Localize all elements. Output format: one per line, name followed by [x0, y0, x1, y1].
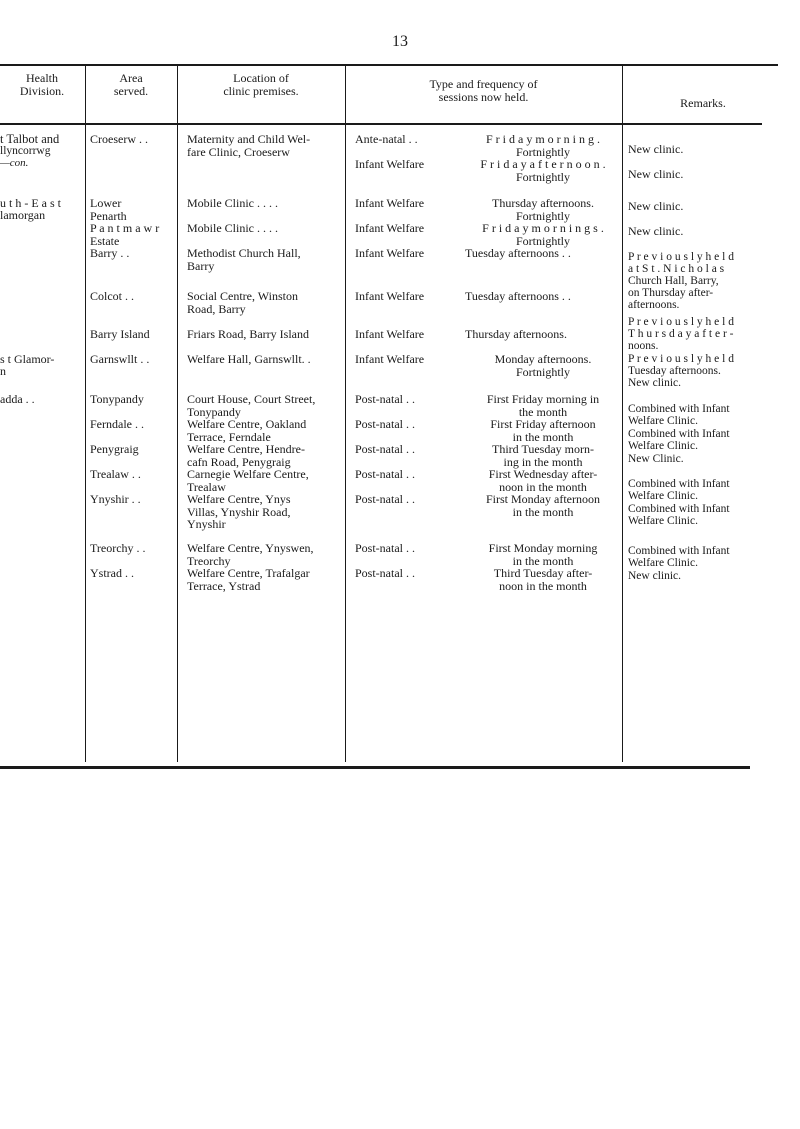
remark: New clinic.	[628, 142, 684, 156]
area-trealaw: Trealaw . .	[90, 467, 141, 481]
session-frequency: Tuesday afternoons . .	[465, 246, 571, 260]
header-divider-rule	[0, 123, 762, 125]
remark: New clinic.	[628, 199, 684, 213]
session-type: Infant Welfare	[355, 157, 425, 171]
area-ystrad: Ystrad . .	[90, 566, 134, 580]
session-frequency: F r i d a y m o r n i n g . Fortnightly	[486, 132, 600, 159]
area-garnswllt: Garnswllt . .	[90, 352, 150, 366]
location-penygraig: Welfare Centre, Hendre- cafn Road, Penygraig	[187, 442, 305, 469]
header-health-division: Health Division.	[19, 71, 65, 98]
session-frequency: Tuesday afternoons . .	[465, 289, 571, 303]
table-bottom-rule	[0, 766, 750, 769]
area-tonypandy: Tonypandy	[90, 392, 144, 406]
session-type: Infant Welfare	[355, 327, 425, 341]
header-remarks: Remarks.	[680, 96, 726, 110]
session-type: Post-natal . .	[355, 417, 415, 431]
location-tonypandy: Court House, Court Street, Tonypandy	[187, 392, 316, 419]
division-label: u t h - E a s t	[0, 196, 61, 210]
area-ynyshir: Ynyshir . .	[90, 492, 141, 506]
division-label: n	[0, 364, 6, 378]
location-ynyshir: Welfare Centre, Ynys Villas, Ynyshir Road, Ynyshir	[187, 492, 291, 531]
session-frequency: Third Tuesday after- noon in the month	[493, 566, 593, 593]
remark: New clinic.	[628, 167, 684, 181]
area-colcot: Colcot . .	[90, 289, 134, 303]
session-frequency: Thursday afternoons. Fortnightly	[492, 196, 594, 223]
remark: Combined with Infant Welfare Clinic.	[628, 478, 730, 502]
division-label: adda . .	[0, 392, 35, 406]
session-type: Infant Welfare	[355, 246, 425, 260]
session-frequency: Thursday afternoons.	[465, 327, 567, 341]
remark: New clinic.	[628, 224, 684, 238]
division-label: llyncorrwg	[0, 145, 51, 157]
division-label: lamorgan	[0, 208, 46, 222]
remark: Combined with Infant Welfare Clinic.	[628, 428, 730, 452]
location-treorchy: Welfare Centre, Ynyswen, Treorchy	[187, 541, 314, 568]
division-label: t Talbot and	[0, 132, 60, 146]
location-garnswllt: Welfare Hall, Garnswllt. .	[187, 352, 311, 366]
session-frequency: First Monday afternoon in the month	[486, 492, 600, 519]
session-frequency: Third Tuesday morn- ing in the month	[492, 442, 594, 469]
session-type: Infant Welfare	[355, 221, 425, 235]
area-barry-island: Barry Island	[90, 327, 150, 341]
session-frequency: F r i d a y m o r n i n g s . Fortnightly	[482, 221, 604, 248]
session-type: Ante-natal . .	[355, 132, 418, 146]
session-type: Post-natal . .	[355, 541, 415, 555]
session-frequency: F r i d a y a f t e r n o o n . Fortnightly	[480, 157, 606, 184]
session-type: Infant Welfare	[355, 196, 425, 210]
session-type: Post-natal . .	[355, 392, 415, 406]
session-type: Post-natal . .	[355, 492, 415, 506]
location-croeserw: Maternity and Child Wel- fare Clinic, Croeserw	[187, 132, 311, 159]
session-frequency: First Wednesday after- noon in the month	[488, 467, 598, 494]
area-barry: Barry . .	[90, 246, 130, 260]
header-area-served: Area served.	[113, 71, 149, 98]
area-lower-penarth: Lower Penarth	[90, 196, 127, 223]
area-treorchy: Treorchy . .	[90, 541, 146, 555]
remark: New clinic.	[628, 377, 682, 389]
location-trealaw: Carnegie Welfare Centre, Trealaw	[187, 467, 309, 494]
session-type: Infant Welfare	[355, 289, 425, 303]
location-barry: Methodist Church Hall, Barry	[187, 246, 301, 273]
remark: New clinic.	[628, 570, 682, 582]
remark: New Clinic.	[628, 453, 684, 465]
page-number: 13	[392, 33, 408, 50]
header-type-frequency: Type and frequency of sessions now held.	[429, 77, 538, 104]
area-penygraig: Penygraig	[90, 442, 139, 456]
header-location: Location of clinic premises.	[223, 71, 299, 98]
session-type: Infant Welfare	[355, 352, 425, 366]
location-pantmawr: Mobile Clinic . . . .	[187, 221, 278, 235]
table-top-rule	[0, 64, 778, 66]
remark: P r e v i o u s l y h e l d a t S t . N i c h o l a s Church Hall, Barry, on Thursday after- afternoons.	[628, 251, 734, 311]
column-divider-1	[85, 66, 86, 762]
session-frequency: First Monday morning in the month	[488, 541, 598, 568]
location-ystrad: Welfare Centre, Trafalgar Terrace, Ystrad	[187, 566, 310, 593]
session-frequency: First Friday afternoon in the month	[490, 417, 596, 444]
session-frequency: First Friday morning in the month	[486, 392, 600, 419]
remark: P r e v i o u s l y h e l d Tuesday afternoons.	[628, 353, 734, 377]
location-lower-penarth: Mobile Clinic . . . .	[187, 196, 278, 210]
remark: Combined with Infant Welfare Clinic.	[628, 403, 730, 427]
area-ferndale: Ferndale . .	[90, 417, 144, 431]
session-type: Post-natal . .	[355, 442, 415, 456]
remark: P r e v i o u s l y h e l d T h u r s d a y a f t e r - noons.	[628, 316, 734, 352]
area-pantmawr: P a n t m a w r Estate	[90, 221, 160, 248]
session-frequency: Monday afternoons. Fortnightly	[494, 352, 592, 379]
column-divider-2	[177, 66, 178, 762]
location-barry-island: Friars Road, Barry Island	[187, 327, 309, 341]
session-type: Post-natal . .	[355, 566, 415, 580]
remark: Combined with Infant Welfare Clinic.	[628, 503, 730, 527]
column-divider-3	[345, 66, 346, 762]
session-type: Post-natal . .	[355, 467, 415, 481]
column-divider-4	[622, 66, 623, 762]
remark: Combined with Infant Welfare Clinic.	[628, 545, 730, 569]
location-ferndale: Welfare Centre, Oakland Terrace, Ferndale	[187, 417, 307, 444]
division-label: s t Glamor-	[0, 352, 55, 366]
division-label: —con.	[0, 157, 29, 169]
area-croeserw: Croeserw . .	[90, 132, 148, 146]
location-colcot: Social Centre, Winston Road, Barry	[187, 289, 298, 316]
